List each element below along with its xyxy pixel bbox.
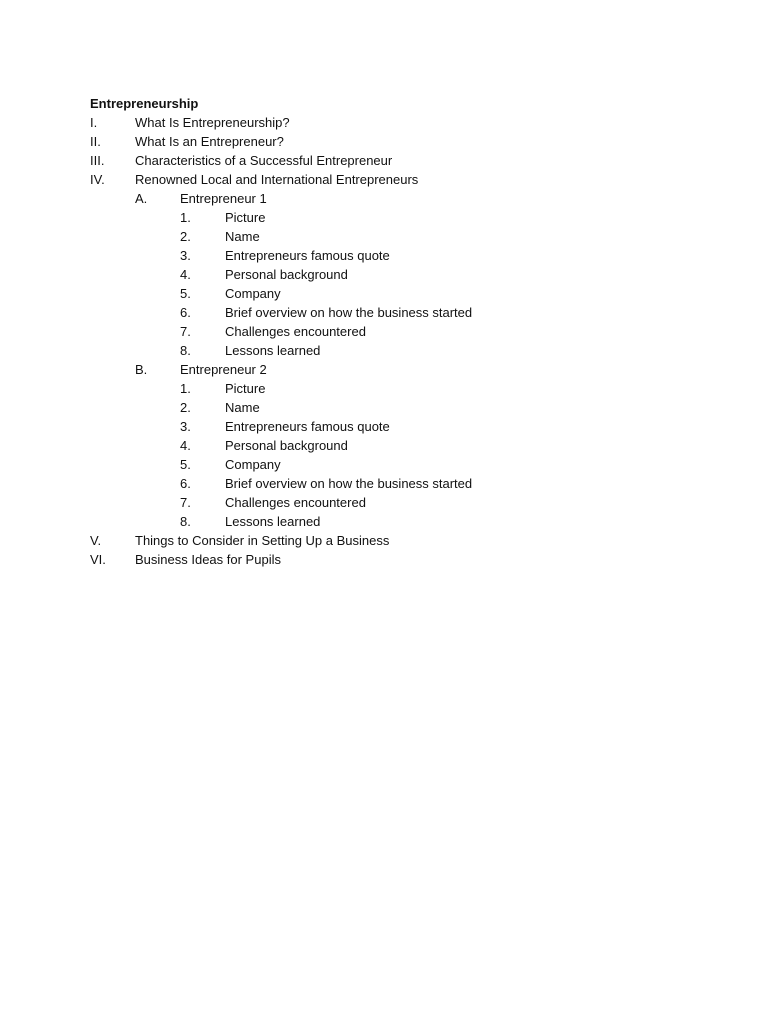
item-text: Brief overview on how the business started <box>225 305 473 320</box>
outline-subsubitem <box>90 474 730 493</box>
item-marker: 4. <box>180 267 191 282</box>
item-marker: III. <box>90 153 105 168</box>
outline-subsubitem <box>90 227 730 246</box>
item-text: What Is Entrepreneurship? <box>135 115 290 130</box>
item-marker: VI. <box>90 552 106 567</box>
outline-subsubitem <box>90 322 730 341</box>
outline-subsubitem <box>90 246 730 265</box>
item-marker: 2. <box>180 400 191 415</box>
item-marker: 5. <box>180 457 191 472</box>
item-text: Personal background <box>225 438 348 453</box>
item-text: Lessons learned <box>225 514 321 529</box>
item-marker: 7. <box>180 495 191 510</box>
item-text: Brief overview on how the business started <box>225 476 473 491</box>
item-text: Name <box>225 229 260 244</box>
item-text: Company <box>225 457 281 472</box>
item-marker: A. <box>135 191 148 206</box>
item-marker: 3. <box>180 248 191 263</box>
item-text: Things to Consider in Setting Up a Business <box>135 533 390 548</box>
outline-item <box>90 531 730 550</box>
item-marker: B. <box>135 362 148 377</box>
document-title: Entrepreneurship <box>90 96 199 111</box>
item-text: Renowned Local and International Entrepreneurs <box>135 172 419 187</box>
outline-subitem <box>90 189 730 208</box>
item-marker: 8. <box>180 514 191 529</box>
item-marker: 6. <box>180 476 191 491</box>
outline <box>90 94 730 569</box>
item-text: Name <box>225 400 260 415</box>
outline-subsubitem <box>90 379 730 398</box>
item-text: Personal background <box>225 267 348 282</box>
item-marker: 3. <box>180 419 191 434</box>
item-text: Challenges encountered <box>225 495 366 510</box>
item-marker: 4. <box>180 438 191 453</box>
item-text: Entrepreneur 2 <box>180 362 267 377</box>
item-text: Entrepreneur 1 <box>180 191 267 206</box>
outline-item <box>90 550 730 569</box>
item-marker: V. <box>90 533 102 548</box>
outline-subsubitem <box>90 303 730 322</box>
item-text: Lessons learned <box>225 343 321 358</box>
item-text: Characteristics of a Successful Entrepreneur <box>135 153 393 168</box>
item-marker: 5. <box>180 286 191 301</box>
outline-item <box>90 132 730 151</box>
item-text: What Is an Entrepreneur? <box>135 134 284 149</box>
item-marker: 1. <box>180 381 191 396</box>
outline-subsubitem <box>90 512 730 531</box>
item-text: Entrepreneurs famous quote <box>225 248 390 263</box>
item-marker: 1. <box>180 210 191 225</box>
outline-subsubitem <box>90 493 730 512</box>
item-text: Picture <box>225 381 266 396</box>
item-marker: 8. <box>180 343 191 358</box>
outline-subsubitem <box>90 265 730 284</box>
outline-subsubitem <box>90 455 730 474</box>
item-text: Company <box>225 286 281 301</box>
item-marker: 6. <box>180 305 191 320</box>
item-marker: 7. <box>180 324 191 339</box>
outline-subsubitem <box>90 208 730 227</box>
item-text: Challenges encountered <box>225 324 366 339</box>
outline-subitem <box>90 360 730 379</box>
outline-item <box>90 113 730 132</box>
item-text: Entrepreneurs famous quote <box>225 419 390 434</box>
item-text: Picture <box>225 210 266 225</box>
item-marker: II. <box>90 134 101 149</box>
outline-subsubitem <box>90 417 730 436</box>
item-marker: IV. <box>90 172 105 187</box>
outline-subsubitem <box>90 398 730 417</box>
outline-subsubitem <box>90 436 730 455</box>
outline-subsubitem <box>90 341 730 360</box>
outline-item <box>90 170 730 189</box>
outline-item <box>90 151 730 170</box>
item-marker: I. <box>90 115 98 130</box>
outline-subsubitem <box>90 284 730 303</box>
item-marker: 2. <box>180 229 191 244</box>
item-text: Business Ideas for Pupils <box>135 552 281 567</box>
